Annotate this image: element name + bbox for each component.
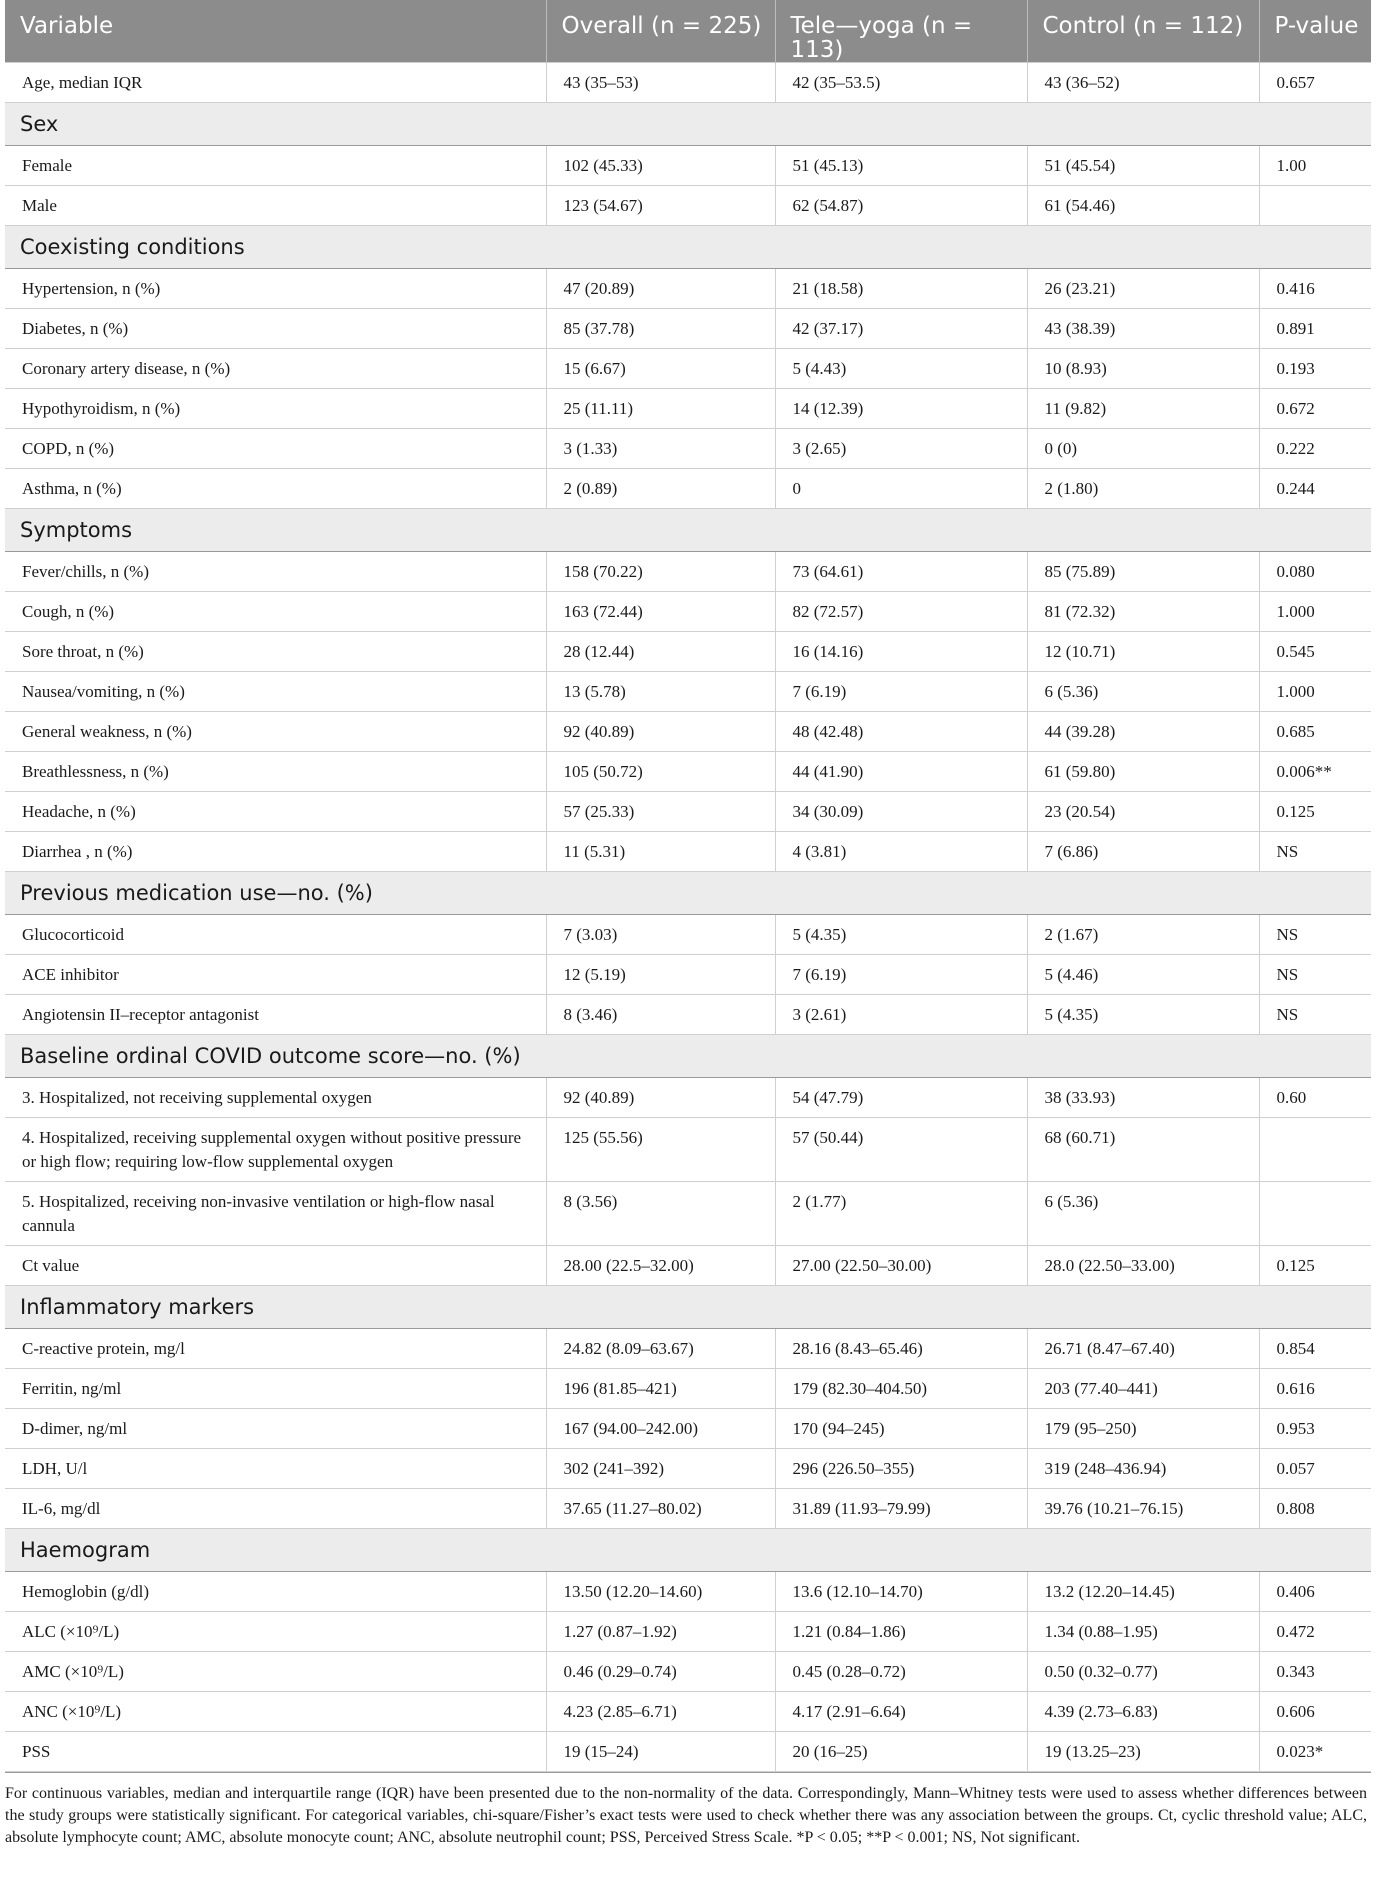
cell-tele-yoga: 21 (18.58) xyxy=(775,269,1027,309)
cell-control: 4.39 (2.73–6.83) xyxy=(1027,1692,1259,1732)
cell-p-value: 0.606 xyxy=(1259,1692,1371,1732)
table-row xyxy=(5,1182,1371,1246)
table-body xyxy=(5,63,1371,1772)
cell-overall: 57 (25.33) xyxy=(546,792,775,832)
cell-overall: 3 (1.33) xyxy=(546,429,775,469)
cell-control: 43 (38.39) xyxy=(1027,309,1259,349)
cell-variable: Age, median IQR xyxy=(5,63,546,103)
table-row xyxy=(5,1369,1371,1409)
cell-variable: ANC (×10⁹/L) xyxy=(5,1692,546,1732)
cell-tele-yoga: 82 (72.57) xyxy=(775,592,1027,632)
cell-overall: 24.82 (8.09–63.67) xyxy=(546,1329,775,1369)
section-label: Previous medication use—no. (%) xyxy=(5,872,1371,915)
table-row xyxy=(5,1489,1371,1529)
cell-tele-yoga: 73 (64.61) xyxy=(775,552,1027,592)
cell-p-value: 0.023* xyxy=(1259,1732,1371,1772)
table-row xyxy=(5,955,1371,995)
section-label: Coexisting conditions xyxy=(5,226,1371,269)
cell-variable: Breathlessness, n (%) xyxy=(5,752,546,792)
cell-p-value: 0.808 xyxy=(1259,1489,1371,1529)
cell-overall: 15 (6.67) xyxy=(546,349,775,389)
cell-tele-yoga: 13.6 (12.10–14.70) xyxy=(775,1572,1027,1612)
cell-control: 0 (0) xyxy=(1027,429,1259,469)
table-row xyxy=(5,592,1371,632)
table-row xyxy=(5,1732,1371,1772)
cell-overall: 163 (72.44) xyxy=(546,592,775,632)
cell-tele-yoga: 48 (42.48) xyxy=(775,712,1027,752)
table-row xyxy=(5,1449,1371,1489)
cell-variable: AMC (×10⁹/L) xyxy=(5,1652,546,1692)
cell-tele-yoga: 0 xyxy=(775,469,1027,509)
header-p-value: P-value xyxy=(1259,0,1371,63)
cell-p-value: 0.953 xyxy=(1259,1409,1371,1449)
cell-tele-yoga: 20 (16–25) xyxy=(775,1732,1027,1772)
cell-overall: 13.50 (12.20–14.60) xyxy=(546,1572,775,1612)
cell-tele-yoga: 27.00 (22.50–30.00) xyxy=(775,1246,1027,1286)
cell-overall: 7 (3.03) xyxy=(546,915,775,955)
cell-tele-yoga: 14 (12.39) xyxy=(775,389,1027,429)
cell-tele-yoga: 3 (2.61) xyxy=(775,995,1027,1035)
baseline-characteristics-table xyxy=(5,0,1371,1772)
table-row xyxy=(5,672,1371,712)
cell-variable: D-dimer, ng/ml xyxy=(5,1409,546,1449)
table-row xyxy=(5,832,1371,872)
cell-tele-yoga: 0.45 (0.28–0.72) xyxy=(775,1652,1027,1692)
table-row xyxy=(5,552,1371,592)
cell-variable: Cough, n (%) xyxy=(5,592,546,632)
cell-control: 26.71 (8.47–67.40) xyxy=(1027,1329,1259,1369)
section-row xyxy=(5,509,1371,552)
cell-p-value: 0.222 xyxy=(1259,429,1371,469)
cell-control: 6 (5.36) xyxy=(1027,672,1259,712)
table-row xyxy=(5,1409,1371,1449)
cell-control: 7 (6.86) xyxy=(1027,832,1259,872)
cell-overall: 19 (15–24) xyxy=(546,1732,775,1772)
header-tele-yoga: Tele—yoga (n = 113) xyxy=(775,0,1027,63)
cell-variable: General weakness, n (%) xyxy=(5,712,546,752)
cell-variable: PSS xyxy=(5,1732,546,1772)
cell-tele-yoga: 44 (41.90) xyxy=(775,752,1027,792)
cell-overall: 125 (55.56) xyxy=(546,1118,775,1182)
table-row xyxy=(5,269,1371,309)
cell-control: 1.34 (0.88–1.95) xyxy=(1027,1612,1259,1652)
section-row xyxy=(5,1286,1371,1329)
cell-control: 0.50 (0.32–0.77) xyxy=(1027,1652,1259,1692)
table-row xyxy=(5,1612,1371,1652)
section-label: Symptoms xyxy=(5,509,1371,552)
cell-overall: 37.65 (11.27–80.02) xyxy=(546,1489,775,1529)
cell-control: 5 (4.46) xyxy=(1027,955,1259,995)
table-container xyxy=(5,0,1371,1849)
section-label: Baseline ordinal COVID outcome score—no. (%) xyxy=(5,1035,1371,1078)
cell-p-value: 0.416 xyxy=(1259,269,1371,309)
table-row xyxy=(5,1078,1371,1118)
cell-overall: 12 (5.19) xyxy=(546,955,775,995)
cell-p-value: NS xyxy=(1259,915,1371,955)
cell-control: 179 (95–250) xyxy=(1027,1409,1259,1449)
cell-tele-yoga: 3 (2.65) xyxy=(775,429,1027,469)
cell-variable: Ferritin, ng/ml xyxy=(5,1369,546,1409)
table-row xyxy=(5,1572,1371,1612)
table-row xyxy=(5,792,1371,832)
cell-tele-yoga: 179 (82.30–404.50) xyxy=(775,1369,1027,1409)
cell-variable: C-reactive protein, mg/l xyxy=(5,1329,546,1369)
cell-p-value: 0.406 xyxy=(1259,1572,1371,1612)
section-label: Sex xyxy=(5,103,1371,146)
table-row xyxy=(5,1329,1371,1369)
cell-overall: 85 (37.78) xyxy=(546,309,775,349)
cell-p-value xyxy=(1259,186,1371,226)
cell-tele-yoga: 42 (37.17) xyxy=(775,309,1027,349)
cell-variable: Glucocorticoid xyxy=(5,915,546,955)
table-row xyxy=(5,349,1371,389)
table-header xyxy=(5,0,1371,63)
cell-overall: 105 (50.72) xyxy=(546,752,775,792)
cell-p-value: 0.472 xyxy=(1259,1612,1371,1652)
table-row xyxy=(5,389,1371,429)
cell-variable: Coronary artery disease, n (%) xyxy=(5,349,546,389)
cell-tele-yoga: 31.89 (11.93–79.99) xyxy=(775,1489,1027,1529)
cell-overall: 158 (70.22) xyxy=(546,552,775,592)
table-row xyxy=(5,63,1371,103)
cell-control: 319 (248–436.94) xyxy=(1027,1449,1259,1489)
cell-control: 61 (54.46) xyxy=(1027,186,1259,226)
cell-variable: IL-6, mg/dl xyxy=(5,1489,546,1529)
cell-control: 11 (9.82) xyxy=(1027,389,1259,429)
cell-overall: 28 (12.44) xyxy=(546,632,775,672)
cell-control: 203 (77.40–441) xyxy=(1027,1369,1259,1409)
cell-p-value: 0.080 xyxy=(1259,552,1371,592)
cell-control: 61 (59.80) xyxy=(1027,752,1259,792)
cell-control: 43 (36–52) xyxy=(1027,63,1259,103)
table-row xyxy=(5,186,1371,226)
section-label: Inflammatory markers xyxy=(5,1286,1371,1329)
cell-variable: 5. Hospitalized, receiving non-invasive ventilation or high-flow nasal cannula xyxy=(5,1182,546,1246)
cell-control: 38 (33.93) xyxy=(1027,1078,1259,1118)
cell-overall: 47 (20.89) xyxy=(546,269,775,309)
cell-variable: COPD, n (%) xyxy=(5,429,546,469)
cell-overall: 8 (3.56) xyxy=(546,1182,775,1246)
cell-overall: 196 (81.85–421) xyxy=(546,1369,775,1409)
cell-p-value: 0.60 xyxy=(1259,1078,1371,1118)
cell-p-value: NS xyxy=(1259,832,1371,872)
cell-variable: Female xyxy=(5,146,546,186)
table-footnote: For continuous variables, median and interquartile range (IQR) have been presented due to the non-normality of the data. Correspondingly, Mann–Whitney tests were used to assess whether differences between the study groups were statistically significant. For categorical variables, chi-square/Fisher’s exact tests were used to check whether there was any association between the groups. Ct, cyclic threshold value; ALC, absolute lymphocyte count; AMC, absolute monocyte count; ANC, absolute neutrophil count; PSS, Perceived Stress Scale. *P < 0.05; **P < 0.001; NS, Not significant. xyxy=(5,1772,1371,1849)
cell-variable: 3. Hospitalized, not receiving supplemental oxygen xyxy=(5,1078,546,1118)
cell-variable: ACE inhibitor xyxy=(5,955,546,995)
cell-p-value: 0.685 xyxy=(1259,712,1371,752)
cell-control: 26 (23.21) xyxy=(1027,269,1259,309)
cell-p-value: 1.000 xyxy=(1259,592,1371,632)
cell-p-value: NS xyxy=(1259,995,1371,1035)
header-row xyxy=(5,0,1371,63)
cell-control: 28.0 (22.50–33.00) xyxy=(1027,1246,1259,1286)
cell-tele-yoga: 4 (3.81) xyxy=(775,832,1027,872)
section-row xyxy=(5,226,1371,269)
cell-overall: 2 (0.89) xyxy=(546,469,775,509)
section-label: Haemogram xyxy=(5,1529,1371,1572)
table-row xyxy=(5,632,1371,672)
header-variable: Variable xyxy=(5,0,546,63)
cell-variable: Fever/chills, n (%) xyxy=(5,552,546,592)
cell-tele-yoga: 2 (1.77) xyxy=(775,1182,1027,1246)
cell-tele-yoga: 5 (4.43) xyxy=(775,349,1027,389)
section-row xyxy=(5,1529,1371,1572)
cell-overall: 167 (94.00–242.00) xyxy=(546,1409,775,1449)
cell-variable: Asthma, n (%) xyxy=(5,469,546,509)
cell-variable: Angiotensin II–receptor antagonist xyxy=(5,995,546,1035)
table-row xyxy=(5,429,1371,469)
cell-variable: Nausea/vomiting, n (%) xyxy=(5,672,546,712)
cell-p-value: 0.057 xyxy=(1259,1449,1371,1489)
cell-overall: 92 (40.89) xyxy=(546,712,775,752)
cell-tele-yoga: 296 (226.50–355) xyxy=(775,1449,1027,1489)
cell-tele-yoga: 28.16 (8.43–65.46) xyxy=(775,1329,1027,1369)
cell-overall: 25 (11.11) xyxy=(546,389,775,429)
cell-control: 19 (13.25–23) xyxy=(1027,1732,1259,1772)
table-row xyxy=(5,469,1371,509)
cell-control: 12 (10.71) xyxy=(1027,632,1259,672)
table-row xyxy=(5,1652,1371,1692)
cell-p-value: 0.125 xyxy=(1259,1246,1371,1286)
cell-overall: 4.23 (2.85–6.71) xyxy=(546,1692,775,1732)
table-row xyxy=(5,1118,1371,1182)
cell-control: 81 (72.32) xyxy=(1027,592,1259,632)
cell-overall: 0.46 (0.29–0.74) xyxy=(546,1652,775,1692)
cell-variable: ALC (×10⁹/L) xyxy=(5,1612,546,1652)
cell-tele-yoga: 4.17 (2.91–6.64) xyxy=(775,1692,1027,1732)
table-row xyxy=(5,309,1371,349)
cell-variable: Headache, n (%) xyxy=(5,792,546,832)
cell-control: 44 (39.28) xyxy=(1027,712,1259,752)
cell-p-value: 0.616 xyxy=(1259,1369,1371,1409)
table-row xyxy=(5,915,1371,955)
cell-p-value xyxy=(1259,1182,1371,1246)
cell-control: 13.2 (12.20–14.45) xyxy=(1027,1572,1259,1612)
cell-p-value: 0.891 xyxy=(1259,309,1371,349)
cell-tele-yoga: 5 (4.35) xyxy=(775,915,1027,955)
cell-variable: Ct value xyxy=(5,1246,546,1286)
table-row xyxy=(5,752,1371,792)
cell-control: 10 (8.93) xyxy=(1027,349,1259,389)
table-row xyxy=(5,1246,1371,1286)
cell-overall: 102 (45.33) xyxy=(546,146,775,186)
table-row xyxy=(5,146,1371,186)
cell-overall: 11 (5.31) xyxy=(546,832,775,872)
cell-control: 23 (20.54) xyxy=(1027,792,1259,832)
cell-control: 85 (75.89) xyxy=(1027,552,1259,592)
cell-tele-yoga: 54 (47.79) xyxy=(775,1078,1027,1118)
cell-variable: Hypertension, n (%) xyxy=(5,269,546,309)
cell-p-value: NS xyxy=(1259,955,1371,995)
cell-overall: 92 (40.89) xyxy=(546,1078,775,1118)
cell-overall: 1.27 (0.87–1.92) xyxy=(546,1612,775,1652)
cell-variable: Male xyxy=(5,186,546,226)
header-overall: Overall (n = 225) xyxy=(546,0,775,63)
cell-tele-yoga: 34 (30.09) xyxy=(775,792,1027,832)
cell-control: 2 (1.80) xyxy=(1027,469,1259,509)
cell-variable: Sore throat, n (%) xyxy=(5,632,546,672)
cell-variable: Diarrhea , n (%) xyxy=(5,832,546,872)
cell-variable: Hypothyroidism, n (%) xyxy=(5,389,546,429)
cell-control: 5 (4.35) xyxy=(1027,995,1259,1035)
cell-p-value: 0.854 xyxy=(1259,1329,1371,1369)
cell-overall: 8 (3.46) xyxy=(546,995,775,1035)
cell-tele-yoga: 57 (50.44) xyxy=(775,1118,1027,1182)
cell-tele-yoga: 7 (6.19) xyxy=(775,672,1027,712)
cell-p-value xyxy=(1259,1118,1371,1182)
cell-p-value: 0.006** xyxy=(1259,752,1371,792)
table-row xyxy=(5,995,1371,1035)
cell-tele-yoga: 42 (35–53.5) xyxy=(775,63,1027,103)
cell-tele-yoga: 170 (94–245) xyxy=(775,1409,1027,1449)
cell-p-value: 0.657 xyxy=(1259,63,1371,103)
cell-p-value: 0.672 xyxy=(1259,389,1371,429)
cell-p-value: 0.545 xyxy=(1259,632,1371,672)
cell-variable: 4. Hospitalized, receiving supplemental oxygen without positive pressure or high flow; requiring low-flow supplemental oxygen xyxy=(5,1118,546,1182)
table-row xyxy=(5,712,1371,752)
cell-overall: 43 (35–53) xyxy=(546,63,775,103)
cell-p-value: 0.244 xyxy=(1259,469,1371,509)
section-row xyxy=(5,1035,1371,1078)
cell-overall: 302 (241–392) xyxy=(546,1449,775,1489)
cell-tele-yoga: 51 (45.13) xyxy=(775,146,1027,186)
header-control: Control (n = 112) xyxy=(1027,0,1259,63)
cell-p-value: 1.00 xyxy=(1259,146,1371,186)
cell-tele-yoga: 1.21 (0.84–1.86) xyxy=(775,1612,1027,1652)
cell-overall: 13 (5.78) xyxy=(546,672,775,712)
cell-p-value: 0.125 xyxy=(1259,792,1371,832)
cell-tele-yoga: 16 (14.16) xyxy=(775,632,1027,672)
cell-p-value: 0.343 xyxy=(1259,1652,1371,1692)
cell-overall: 28.00 (22.5–32.00) xyxy=(546,1246,775,1286)
cell-control: 39.76 (10.21–76.15) xyxy=(1027,1489,1259,1529)
cell-tele-yoga: 62 (54.87) xyxy=(775,186,1027,226)
cell-overall: 123 (54.67) xyxy=(546,186,775,226)
cell-variable: LDH, U/l xyxy=(5,1449,546,1489)
cell-control: 68 (60.71) xyxy=(1027,1118,1259,1182)
cell-variable: Diabetes, n (%) xyxy=(5,309,546,349)
section-row xyxy=(5,103,1371,146)
cell-p-value: 1.000 xyxy=(1259,672,1371,712)
cell-variable: Hemoglobin (g/dl) xyxy=(5,1572,546,1612)
cell-control: 2 (1.67) xyxy=(1027,915,1259,955)
cell-tele-yoga: 7 (6.19) xyxy=(775,955,1027,995)
section-row xyxy=(5,872,1371,915)
table-row xyxy=(5,1692,1371,1732)
cell-control: 6 (5.36) xyxy=(1027,1182,1259,1246)
cell-p-value: 0.193 xyxy=(1259,349,1371,389)
cell-control: 51 (45.54) xyxy=(1027,146,1259,186)
